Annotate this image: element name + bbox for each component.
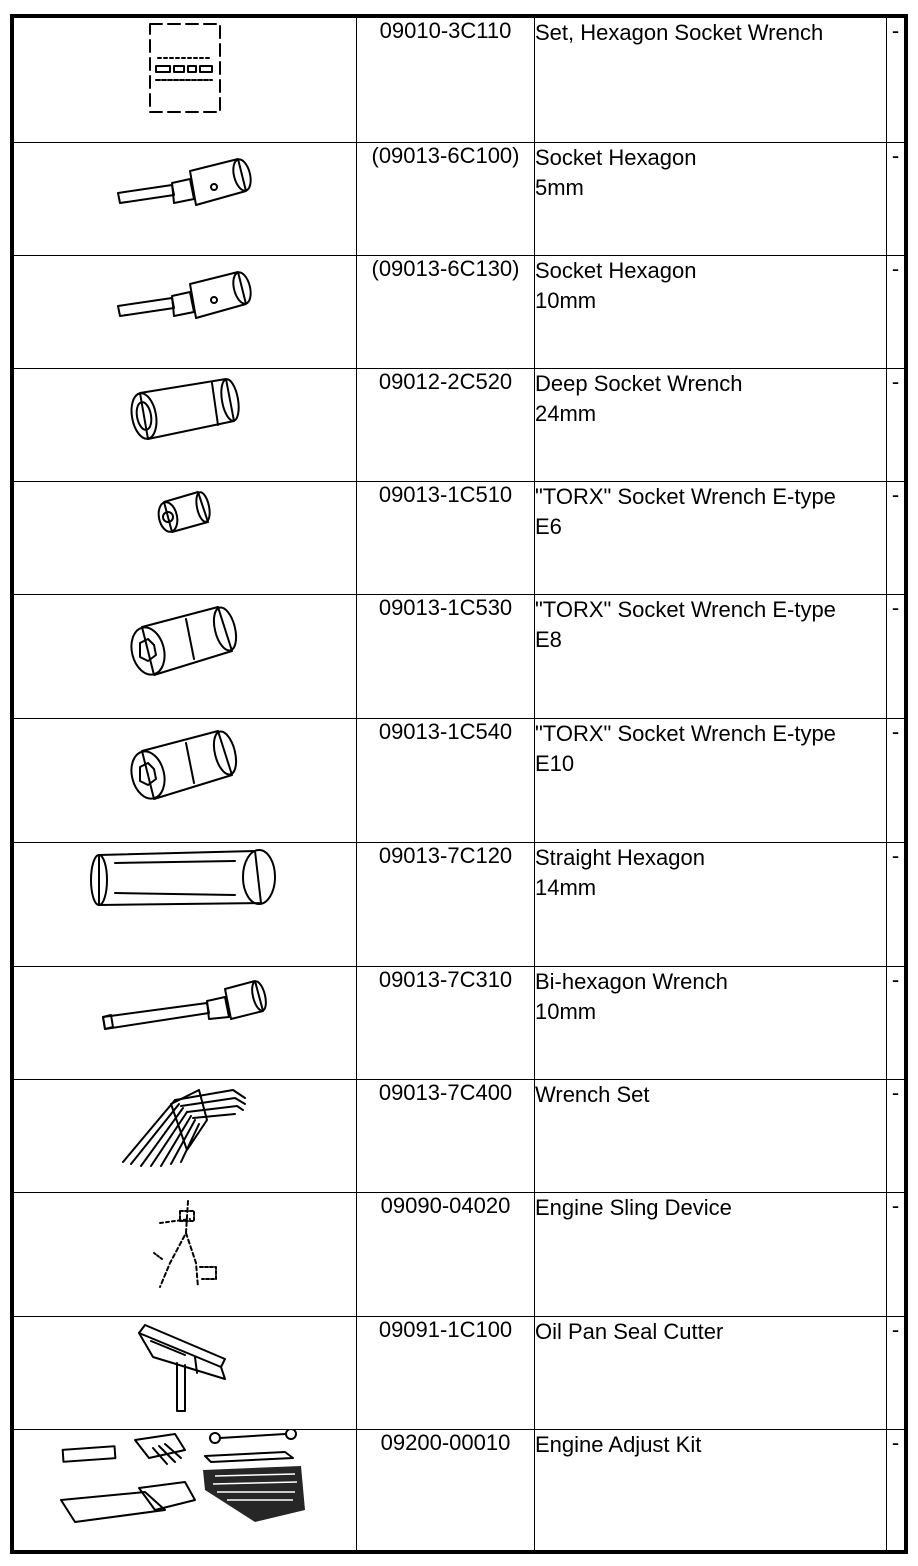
remark: -	[887, 369, 905, 482]
tool-name: Straight Hexagon 14mm	[535, 843, 887, 967]
remark: -	[887, 1317, 905, 1430]
deep-socket-icon	[120, 369, 250, 449]
tool-illustration-cell	[14, 1080, 357, 1193]
socket-set-case-icon	[140, 18, 230, 118]
tool-name: Deep Socket Wrench 24mm	[535, 369, 887, 482]
table-row	[14, 595, 905, 719]
special-tools-table	[13, 17, 905, 1551]
engine-adjust-kit-icon	[55, 1430, 315, 1530]
tool-illustration-cell	[14, 256, 357, 369]
remark: -	[887, 18, 905, 143]
part-number: 09012-2C520	[357, 369, 535, 482]
tool-illustration-cell	[14, 482, 357, 595]
tool-name: Socket Hexagon 5mm	[535, 143, 887, 256]
tool-illustration-cell	[14, 595, 357, 719]
torx-socket-small-icon	[150, 482, 220, 542]
special-tools-sheet	[10, 14, 908, 1554]
remark: -	[887, 1430, 905, 1551]
table-row	[14, 843, 905, 967]
hex-bit-socket-icon	[110, 143, 260, 213]
part-number: 09013-7C310	[357, 967, 535, 1080]
tool-illustration-cell	[14, 18, 357, 143]
part-number: 09090-04020	[357, 1193, 535, 1317]
remark: -	[887, 1193, 905, 1317]
part-number: 09091-1C100	[357, 1317, 535, 1430]
tool-illustration-cell	[14, 1193, 357, 1317]
seal-cutter-icon	[125, 1317, 245, 1417]
table-row	[14, 1193, 905, 1317]
remark: -	[887, 143, 905, 256]
tool-illustration-cell	[14, 143, 357, 256]
table-row	[14, 1080, 905, 1193]
tool-name: "TORX" Socket Wrench E-type E8	[535, 595, 887, 719]
part-number: 09200-00010	[357, 1430, 535, 1551]
tool-illustration-cell	[14, 719, 357, 843]
remark: -	[887, 719, 905, 843]
tool-name: Bi-hexagon Wrench 10mm	[535, 967, 887, 1080]
part-number: (09013-6C100)	[357, 143, 535, 256]
tool-illustration-cell	[14, 1430, 357, 1551]
part-number: 09013-1C510	[357, 482, 535, 595]
tool-name: Socket Hexagon 10mm	[535, 256, 887, 369]
tool-name: Engine Adjust Kit	[535, 1430, 887, 1551]
tool-name: "TORX" Socket Wrench E-type E10	[535, 719, 887, 843]
torx-socket-icon	[120, 595, 250, 685]
remark: -	[887, 1080, 905, 1193]
tool-illustration-cell	[14, 843, 357, 967]
part-number: 09013-7C400	[357, 1080, 535, 1193]
tool-name: Oil Pan Seal Cutter	[535, 1317, 887, 1430]
tool-name: Set, Hexagon Socket Wrench	[535, 18, 887, 143]
torx-socket-icon	[120, 719, 250, 809]
tool-illustration-cell	[14, 1317, 357, 1430]
tool-illustration-cell	[14, 967, 357, 1080]
part-number: 09013-1C530	[357, 595, 535, 719]
part-number: (09013-6C130)	[357, 256, 535, 369]
tool-illustration-cell	[14, 369, 357, 482]
bi-hexagon-bit-icon	[95, 967, 275, 1037]
tool-name: Wrench Set	[535, 1080, 887, 1193]
table-row	[14, 719, 905, 843]
tool-name: "TORX" Socket Wrench E-type E6	[535, 482, 887, 595]
table-row	[14, 967, 905, 1080]
remark: -	[887, 256, 905, 369]
part-number: 09010-3C110	[357, 18, 535, 143]
engine-sling-icon	[140, 1193, 230, 1293]
table-row	[14, 256, 905, 369]
table-row	[14, 143, 905, 256]
part-number: 09013-7C120	[357, 843, 535, 967]
remark: -	[887, 843, 905, 967]
table-row	[14, 18, 905, 143]
part-number: 09013-1C540	[357, 719, 535, 843]
tool-name: Engine Sling Device	[535, 1193, 887, 1317]
hex-bit-socket-icon	[110, 256, 260, 326]
table-row	[14, 369, 905, 482]
straight-hexagon-icon	[85, 843, 285, 913]
remark: -	[887, 482, 905, 595]
hex-key-set-icon	[115, 1080, 255, 1170]
remark: -	[887, 595, 905, 719]
table-row	[14, 1430, 905, 1551]
table-row	[14, 1317, 905, 1430]
remark: -	[887, 967, 905, 1080]
table-row	[14, 482, 905, 595]
